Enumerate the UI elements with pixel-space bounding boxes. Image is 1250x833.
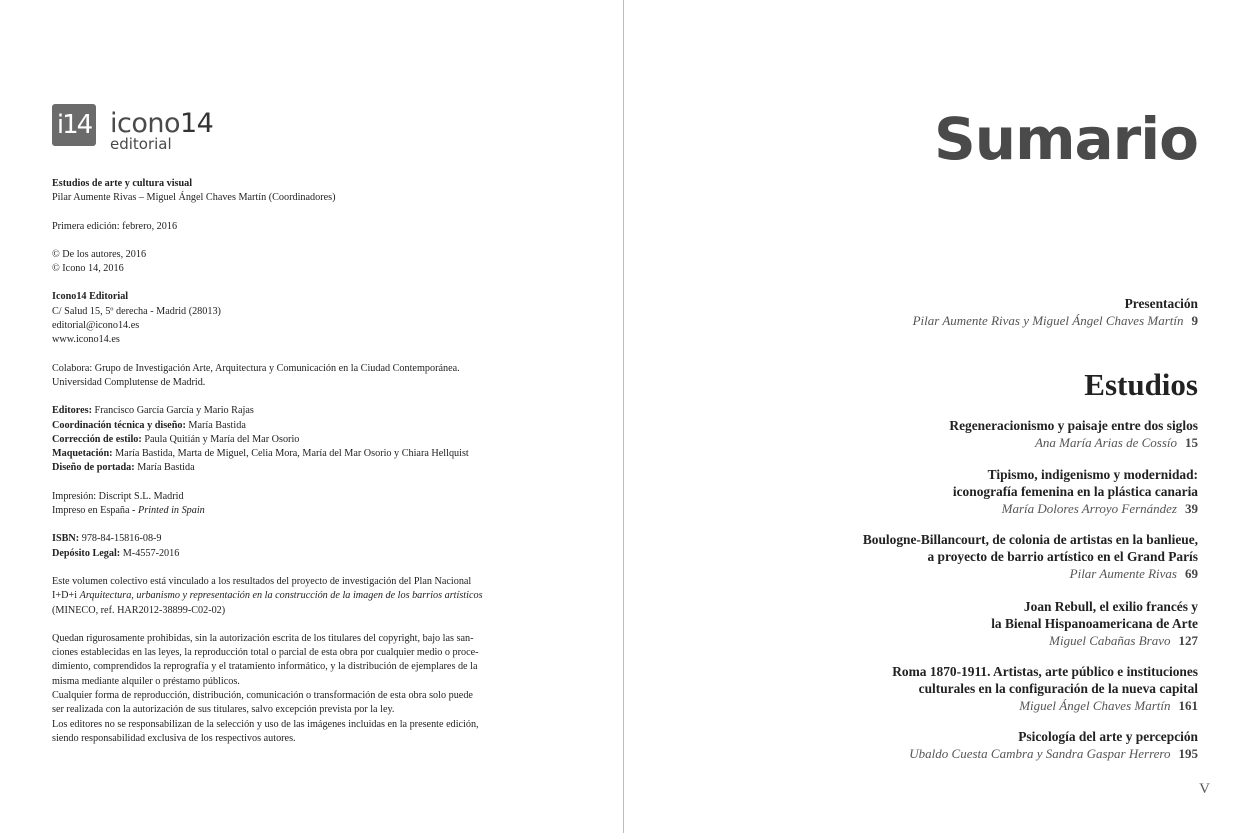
toc-presentation <box>638 295 1198 329</box>
toc-entry-author: Miguel Cabañas Bravo <box>1049 633 1171 648</box>
toc-entry-title-line-2: iconografía femenina en la plástica canaria <box>952 484 1198 499</box>
logo-mark-icon: i14 <box>52 104 96 146</box>
copyright-info <box>52 248 548 277</box>
publisher-address: C/ Salud 15, 5º derecha - Madrid (28013) <box>52 305 221 317</box>
toc-entry-author-line <box>638 312 1198 329</box>
project-title: Arquitectura, urbanismo y representación en la construcción de la imagen de los barrios artísticos <box>79 590 483 602</box>
left-page <box>0 0 623 833</box>
style-correction-line <box>52 433 548 447</box>
copyright-authors: © De los autores, 2016 <box>52 248 147 260</box>
layout-label: Maquetación: <box>52 448 113 460</box>
legal-deposit-line <box>52 547 548 561</box>
coordination-line <box>52 419 548 433</box>
publisher-info <box>52 290 548 347</box>
project-line-2 <box>52 589 548 603</box>
toc-entry-author-line <box>638 565 1198 582</box>
credits-block <box>52 177 548 760</box>
style-correction-label: Corrección de estilo: <box>52 433 142 445</box>
legal-notice <box>52 632 548 746</box>
toc-entry-author-line <box>638 697 1198 714</box>
toc-entry-title <box>638 466 1198 500</box>
legal-notice-line-5: Cualquier forma de reproducción, distribución, comunicación o transformación de esta obra solo puede <box>52 690 473 702</box>
legal-deposit-value: M-4557-2016 <box>120 547 180 559</box>
edition-info <box>52 220 548 234</box>
toc-entry-title: Psicología del arte y percepción <box>1018 729 1198 744</box>
collaboration-line-1: Colabora: Grupo de Investigación Arte, Arquitectura y Comunicación en la Ciudad Contemporánea. <box>52 362 460 374</box>
toc-entry-title <box>638 531 1198 565</box>
isbn-label: ISBN: <box>52 533 80 545</box>
logo-name-number: 14 <box>180 108 214 139</box>
book-info <box>52 177 548 206</box>
book-title: Estudios de arte y cultura visual <box>52 178 193 189</box>
toc-entry-page: 9 <box>1191 313 1198 328</box>
toc-entry-title-line-1: Roma 1870-1911. Artistas, arte público e instituciones <box>892 664 1198 679</box>
toc-entry-title-line-2: la Bienal Hispanoamericana de Arte <box>991 616 1198 631</box>
publisher-email: editorial@icono14.es <box>52 320 140 332</box>
toc-entry-author-line <box>638 632 1198 649</box>
layout-line <box>52 447 548 461</box>
project-line-1: Este volumen colectivo está vinculado a los resultados del proyecto de investigación del Plan Nacional <box>52 575 472 587</box>
toc-entry-author: Pilar Aumente Rivas y Miguel Ángel Chaves Martín <box>912 313 1184 328</box>
toc-entry-title-line-1: Joan Rebull, el exilio francés y <box>1023 599 1198 614</box>
toc-entry-author: Ana María Arias de Cossío <box>1034 435 1177 450</box>
book-coordinators: Pilar Aumente Rivas – Miguel Ángel Chaves Martín (Coordinadores) <box>52 192 336 204</box>
coordination-label: Coordinación técnica y diseño: <box>52 419 186 431</box>
toc-entry-title: Presentación <box>1124 296 1198 311</box>
toc-entry-author: Pilar Aumente Rivas <box>1069 566 1177 581</box>
collaboration-line-2: Universidad Complutense de Madrid. <box>52 376 206 388</box>
legal-notice-line-8: siendo responsabilidad exclusiva de los respectivos autores. <box>52 732 296 744</box>
printing-line: Impresión: Discript S.L. Madrid <box>52 490 184 502</box>
toc-entry-1 <box>638 417 1198 451</box>
coordination-value: María Bastida <box>185 419 246 431</box>
isbn-line <box>52 532 548 546</box>
toc-entry-page: 195 <box>1178 746 1198 761</box>
legal-deposit-label: Depósito Legal: <box>52 547 121 559</box>
toc-entry-title <box>638 598 1198 632</box>
editors-label: Editores: <box>52 405 92 417</box>
edition-date: Primera edición: febrero, 2016 <box>52 220 178 232</box>
toc-entry-author-line <box>638 500 1198 517</box>
toc-entry-title-line-2: a proyecto de barrio artístico en el Grand París <box>927 549 1198 564</box>
toc-entry-author: Ubaldo Cuesta Cambra y Sandra Gaspar Herrero <box>909 746 1171 761</box>
legal-notice-line-2: ciones establecidas en las leyes, la reproducción total o parcial de esta obra por cualquier medio o proce- <box>52 647 479 659</box>
toc-entry-page: 15 <box>1185 435 1198 450</box>
print-info <box>52 490 548 519</box>
publisher-website: www.icono14.es <box>52 334 120 346</box>
project-program: I+D+i <box>52 590 80 602</box>
toc-entry-title-line-1: Boulogne-Billancourt, de colonia de artistas en la banlieue, <box>862 532 1198 547</box>
collaboration-info <box>52 362 548 391</box>
logo-name <box>110 110 213 137</box>
legal-notice-line-4: misma mediante alquiler o préstamo públicos. <box>52 675 240 687</box>
toc-entry-title <box>638 663 1198 697</box>
toc-entry-5 <box>638 663 1198 714</box>
toc-entry-author-line <box>638 745 1198 762</box>
isbn-info <box>52 532 548 561</box>
toc-entry-page: 39 <box>1185 501 1198 516</box>
toc-entry-author: María Dolores Arroyo Fernández <box>1001 501 1177 516</box>
editors-line <box>52 404 548 418</box>
publisher-name: Icono14 Editorial <box>52 291 129 303</box>
toc-entry-title-line-2: culturales en la configuración de la nueva capital <box>918 681 1198 696</box>
toc-entry-title: Regeneracionismo y paisaje entre dos siglos <box>949 418 1198 433</box>
legal-notice-line-7: Los editores no se responsabilizan de la selección y uso de las imágenes incluidas en la presente edición, <box>52 718 479 730</box>
copyright-publisher: © Icono 14, 2016 <box>52 263 124 275</box>
page-number: V <box>1199 781 1210 797</box>
isbn-value: 978-84-15816-08-9 <box>79 533 162 545</box>
project-info <box>52 575 548 618</box>
toc-entry-page: 127 <box>1178 633 1198 648</box>
toc-entry-title-line-1: Tipismo, indigenismo y modernidad: <box>987 467 1198 482</box>
toc-entry-6 <box>638 728 1198 762</box>
toc-entry-page: 69 <box>1185 566 1198 581</box>
legal-notice-line-1: Quedan rigurosamente prohibidas, sin la autorización escrita de los titulares del copyright, bajo las san- <box>52 632 474 644</box>
printed-in-spanish: Impreso en España - <box>52 505 138 517</box>
layout-value: María Bastida, Marta de Miguel, Celia Mora, María del Mar Osorio y Chiara Hellquist <box>112 448 469 460</box>
right-page <box>624 0 1250 833</box>
toc-entry-3 <box>638 531 1198 582</box>
style-correction-value: Paula Quitián y María del Mar Osorio <box>141 433 300 445</box>
cover-design-line <box>52 461 548 475</box>
cover-design-value: María Bastida <box>134 462 195 474</box>
toc-entry-author-line <box>638 434 1198 451</box>
staff-info <box>52 404 548 475</box>
project-line-3: (MINECO, ref. HAR2012-38899-C02-02) <box>52 604 226 616</box>
toc-entry-author: Miguel Ángel Chaves Martín <box>1019 698 1171 713</box>
toc-entry-page: 161 <box>1178 698 1198 713</box>
legal-notice-line-6: ser realizada con la autorización de sus titulares, salvo excepción prevista por la ley. <box>52 704 395 716</box>
logo-subtitle: editorial <box>110 135 172 153</box>
cover-design-label: Diseño de portada: <box>52 462 135 474</box>
printed-in-english: Printed in Spain <box>138 505 205 517</box>
logo-name-text: icono <box>110 108 180 139</box>
page-title: Sumario <box>934 105 1198 173</box>
toc-entry-2 <box>638 466 1198 517</box>
printed-in-line <box>52 504 548 518</box>
legal-notice-line-3: dimiento, comprendidos la reprografía y el tratamiento informático, y la distribución de ejemplares de la <box>52 661 478 673</box>
toc-entry-4 <box>638 598 1198 649</box>
editors-value: Francisco García García y Mario Rajas <box>92 405 254 417</box>
section-heading: Estudios <box>1084 367 1198 402</box>
